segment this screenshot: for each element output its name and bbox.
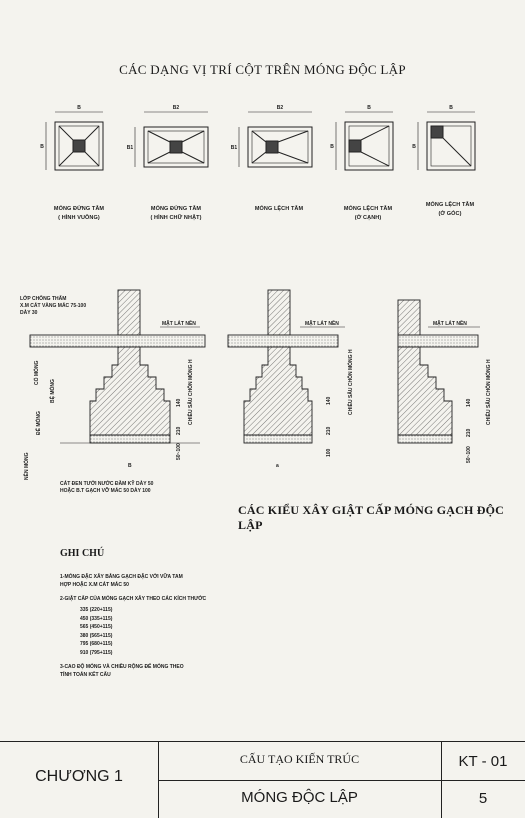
chapter-label: CHƯƠNG 1: [35, 768, 123, 785]
label-floor-3: MẶT LÁT NỀN: [433, 321, 467, 327]
label-subgrade: NỀN MÓNG: [24, 452, 30, 480]
title-block: [0, 741, 525, 818]
plan-corner: [418, 112, 475, 170]
plan5-caption: MÓNG LỆCH TÂM (Ở GÓC): [425, 202, 475, 217]
label-col-neck: CỔ MÓNG: [34, 360, 40, 385]
list-item: 335 (220+115): [80, 607, 113, 613]
dim-140-3: 140: [466, 398, 472, 407]
note-3b: TÍNH TOÁN KẾT CẤU: [60, 672, 111, 678]
plan1-top-dim: B: [77, 105, 81, 111]
title-block-chapter-cell: [0, 742, 159, 818]
list-item: 795 (680+115): [80, 641, 113, 647]
dim-210-3: 210: [466, 428, 472, 437]
label-floor-2: MẶT LÁT NỀN: [305, 321, 339, 327]
title-block-divider: [158, 780, 525, 781]
label-waterproof: LỚP CHỐNG THẤM: [20, 296, 67, 302]
dim-210-2: 210: [326, 426, 332, 435]
plan4-top-dim: B: [367, 105, 371, 111]
plan3-top-dim: B2: [276, 105, 284, 111]
section-subtitle: CÁC KIỂU XÂY GIẬT CẤP MÓNG GẠCH ĐỘC LẬP: [238, 503, 505, 532]
label-base: ĐẾ MÓNG: [36, 411, 42, 435]
dim-140-2: 140: [326, 396, 332, 405]
label-depth-3: CHIỀU SÂU CHÔN MÓNG H: [486, 359, 492, 425]
dim-a-label: a: [276, 463, 279, 469]
plan-edge: [336, 112, 393, 170]
dim-50-1: 50~100: [176, 443, 182, 460]
plan2-side-dim: B1: [126, 145, 134, 151]
page-number: 5: [478, 790, 488, 807]
label-lining-2: HOẶC B.T GẠCH VỠ MÁC 50 DÀY 100: [60, 488, 151, 494]
plan1-side-dim: B: [40, 144, 44, 150]
label-floor-1: MẶT LÁT NỀN: [162, 321, 196, 327]
plan5-top-dim: B: [449, 105, 453, 111]
plan2-caption: MÓNG ĐỨNG TÂM ( HÌNH CHỮ NHẬT): [150, 206, 202, 221]
note-1b: HỢP HOẶC X.M CÁT MÁC 50: [60, 582, 129, 588]
list-item: 450 (335+115): [80, 615, 113, 622]
plan-views: [0, 95, 525, 215]
subject-label: CẤU TẠO KIẾN TRÚC: [239, 752, 360, 766]
section-1: [30, 290, 205, 443]
dim-b-label: B: [128, 463, 132, 469]
note-2: 2-GIẬT CẤP CỦA MÓNG GẠCH XÂY THEO CÁC KÍCH THƯỚC: [60, 596, 207, 602]
plan3-side-dim: B1: [230, 145, 238, 151]
dim-50-3: 50~100: [466, 446, 472, 463]
list-item: 565 (450+115): [80, 624, 113, 630]
notes-heading: GHI CHÚ: [60, 548, 105, 559]
label-lining-1: CÁT ĐEN TƯỚI NƯỚC ĐẦM KỸ DÀY 50: [60, 481, 154, 487]
plan4-side-dim: B: [330, 144, 334, 150]
label-bed: BỆ MÓNG: [50, 379, 56, 403]
page-title: CÁC DẠNG VỊ TRÍ CỘT TRÊN MÓNG ĐỘC LẬP: [119, 62, 406, 77]
note-dims-list: [80, 606, 320, 657]
plan-rectangle-centered: [135, 112, 208, 167]
label-waterproof-thick: DÀY 30: [20, 310, 38, 316]
label-waterproof-mix: X.M CÁT VÀNG MÁC 75-100: [20, 303, 87, 309]
plan2-top-dim: B2: [172, 105, 180, 111]
dim-210-1: 210: [176, 426, 182, 435]
drawing-code: KT - 01: [458, 753, 508, 770]
list-item: 910 (795+115): [80, 649, 113, 656]
plan4-caption: MÓNG LỆCH TÂM (Ở CẠNH): [343, 206, 393, 221]
plan-square-centered: [46, 112, 103, 170]
foundation-sections: [0, 285, 525, 495]
drawing-name: MÓNG ĐỘC LẬP: [241, 789, 358, 806]
list-item: 380 (565+115): [80, 632, 113, 639]
note-1a: 1-MÓNG ĐẶC XÂY BẰNG GẠCH ĐẶC VỚI VỮA TAM: [60, 574, 183, 580]
label-depth-2: CHIỀU SÂU CHÔN MÓNG H: [348, 349, 354, 415]
notes-block: [60, 548, 320, 679]
plan1-caption: MÓNG ĐỨNG TÂM ( HÌNH VUÔNG): [53, 206, 105, 221]
label-depth-1: CHIỀU SÂU CHÔN MÓNG H: [188, 359, 194, 425]
plan5-side-dim: B: [412, 144, 416, 150]
dim-140-1: 140: [176, 398, 182, 407]
dim-100-2: 100: [326, 448, 332, 457]
section-2: [228, 290, 345, 443]
plan-eccentric: [239, 112, 312, 167]
plan3-caption: MÓNG LỆCH TÂM: [254, 206, 304, 212]
note-3a: 3-CAO ĐỘ MÓNG VÀ CHIỀU RỘNG ĐẾ MÓNG THEO: [60, 664, 184, 670]
